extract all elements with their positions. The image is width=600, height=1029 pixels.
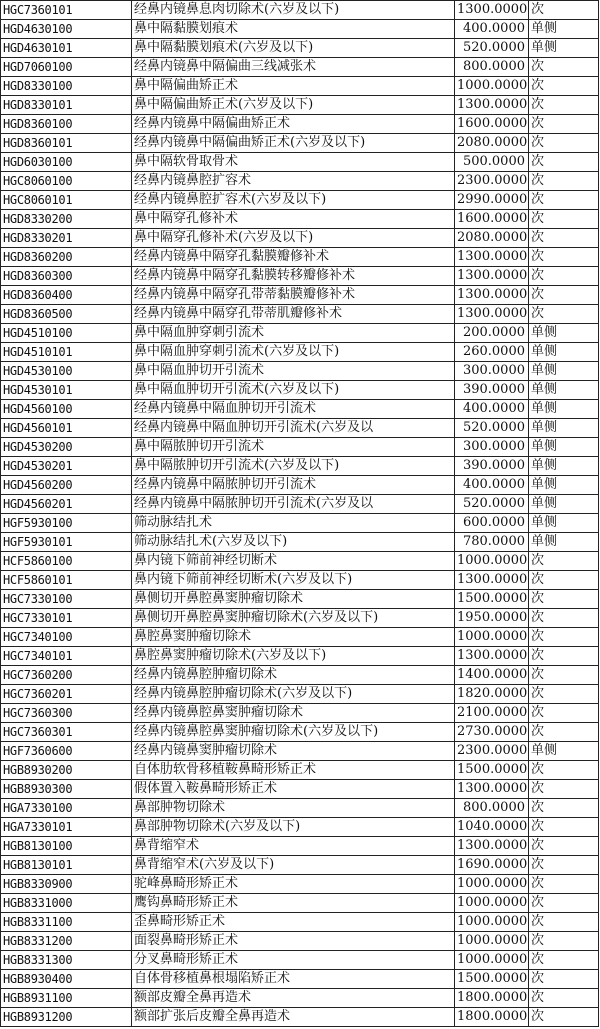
unit-cell: 次 xyxy=(529,989,599,1008)
unit-cell: 次 xyxy=(529,799,599,818)
price-cell: 1300.0000 xyxy=(455,248,529,267)
procedure-name-cell: 筛动脉结扎术(六岁及以下) xyxy=(132,533,455,552)
price-cell: 1800.0000 xyxy=(455,1008,529,1027)
price-cell: 1500.0000 xyxy=(455,761,529,780)
price-cell: 260.0000 xyxy=(455,343,529,362)
unit-cell: 次 xyxy=(529,647,599,666)
procedure-code-cell: HGD4510100 xyxy=(1,324,132,343)
procedure-name-cell: 经鼻内镜鼻腔鼻窦肿瘤切除术 xyxy=(132,704,455,723)
unit-cell: 次 xyxy=(529,970,599,989)
price-cell: 400.0000 xyxy=(455,400,529,419)
price-cell: 2990.0000 xyxy=(455,191,529,210)
table-row xyxy=(1,39,599,58)
procedure-code-cell: HGD8330100 xyxy=(1,77,132,96)
table-row xyxy=(1,457,599,476)
price-cell: 1300.0000 xyxy=(455,305,529,324)
procedure-code-cell: HCF5860100 xyxy=(1,552,132,571)
procedure-name-cell: 假体置入鞍鼻畸形矫正术 xyxy=(132,780,455,799)
price-cell: 1000.0000 xyxy=(455,628,529,647)
price-cell: 520.0000 xyxy=(455,495,529,514)
procedure-name-cell: 鼻中隔软骨取骨术 xyxy=(132,153,455,172)
table-row xyxy=(1,533,599,552)
table-row xyxy=(1,666,599,685)
unit-cell: 单侧 xyxy=(529,495,599,514)
price-cell: 1500.0000 xyxy=(455,970,529,989)
table-row xyxy=(1,191,599,210)
table-row xyxy=(1,818,599,837)
unit-cell: 次 xyxy=(529,305,599,324)
price-cell: 1300.0000 xyxy=(455,571,529,590)
price-cell: 600.0000 xyxy=(455,514,529,533)
procedure-name-cell: 面裂鼻畸形矫正术 xyxy=(132,932,455,951)
procedure-name-cell: 鼻中隔血肿穿刺引流术 xyxy=(132,324,455,343)
procedure-name-cell: 鹰钩鼻畸形矫正术 xyxy=(132,894,455,913)
table-row xyxy=(1,153,599,172)
procedure-code-cell: HGC7360200 xyxy=(1,666,132,685)
price-cell: 780.0000 xyxy=(455,533,529,552)
procedure-name-cell: 鼻部肿物切除术 xyxy=(132,799,455,818)
unit-cell: 单侧 xyxy=(529,20,599,39)
unit-cell: 次 xyxy=(529,96,599,115)
procedure-code-cell: HGC7340101 xyxy=(1,647,132,666)
table-row xyxy=(1,571,599,590)
procedure-code-cell: HGB8130101 xyxy=(1,856,132,875)
unit-cell: 次 xyxy=(529,229,599,248)
unit-cell: 次 xyxy=(529,780,599,799)
unit-cell: 次 xyxy=(529,571,599,590)
procedure-code-cell: HGD8360500 xyxy=(1,305,132,324)
price-cell: 1400.0000 xyxy=(455,666,529,685)
procedure-code-cell: HGB8130100 xyxy=(1,837,132,856)
table-row xyxy=(1,951,599,970)
price-cell: 1300.0000 xyxy=(455,780,529,799)
price-cell: 300.0000 xyxy=(455,438,529,457)
unit-cell: 次 xyxy=(529,685,599,704)
price-cell: 1300.0000 xyxy=(455,647,529,666)
price-cell: 2100.0000 xyxy=(455,704,529,723)
procedure-name-cell: 鼻背缩窄术(六岁及以下) xyxy=(132,856,455,875)
procedure-name-cell: 驼峰鼻畸形矫正术 xyxy=(132,875,455,894)
unit-cell: 单侧 xyxy=(529,438,599,457)
price-cell: 1300.0000 xyxy=(455,1,529,20)
procedure-name-cell: 歪鼻畸形矫正术 xyxy=(132,913,455,932)
table-row xyxy=(1,590,599,609)
procedure-name-cell: 鼻腔鼻窦肿瘤切除术 xyxy=(132,628,455,647)
procedure-name-cell: 鼻中隔黏膜划痕术(六岁及以下) xyxy=(132,39,455,58)
procedure-code-cell: HGB8930200 xyxy=(1,761,132,780)
table-row xyxy=(1,970,599,989)
price-cell: 2300.0000 xyxy=(455,172,529,191)
procedure-code-cell: HGC7340100 xyxy=(1,628,132,647)
procedure-name-cell: 经鼻内镜鼻中隔血肿切开引流术 xyxy=(132,400,455,419)
procedure-name-cell: 鼻腔鼻窦肿瘤切除术(六岁及以下) xyxy=(132,647,455,666)
price-cell: 1600.0000 xyxy=(455,210,529,229)
procedure-name-cell: 鼻中隔偏曲矫正术 xyxy=(132,77,455,96)
procedure-name-cell: 鼻部肿物切除术(六岁及以下) xyxy=(132,818,455,837)
unit-cell: 次 xyxy=(529,913,599,932)
table-row xyxy=(1,305,599,324)
unit-cell: 单侧 xyxy=(529,533,599,552)
unit-cell: 次 xyxy=(529,267,599,286)
unit-cell: 次 xyxy=(529,932,599,951)
table-row xyxy=(1,742,599,761)
procedure-name-cell: 经鼻内镜鼻中隔血肿切开引流术(六岁及以 xyxy=(132,419,455,438)
procedure-name-cell: 经鼻内镜鼻中隔穿孔带蒂黏膜瓣修补术 xyxy=(132,286,455,305)
price-cell: 800.0000 xyxy=(455,58,529,77)
procedure-code-cell: HGA7330100 xyxy=(1,799,132,818)
procedure-code-cell: HCF5860101 xyxy=(1,571,132,590)
table-row xyxy=(1,20,599,39)
unit-cell: 次 xyxy=(529,172,599,191)
procedure-name-cell: 筛动脉结扎术 xyxy=(132,514,455,533)
price-cell: 1820.0000 xyxy=(455,685,529,704)
procedure-code-cell: HGD4530101 xyxy=(1,381,132,400)
procedure-code-cell: HGD7060100 xyxy=(1,58,132,77)
price-cell: 1800.0000 xyxy=(455,989,529,1008)
procedure-name-cell: 经鼻内镜鼻中隔脓肿切开引流术 xyxy=(132,476,455,495)
procedure-code-cell: HGB8331300 xyxy=(1,951,132,970)
procedure-name-cell: 经鼻内镜鼻中隔穿孔黏膜瓣修补术 xyxy=(132,248,455,267)
unit-cell: 单侧 xyxy=(529,343,599,362)
price-cell: 1000.0000 xyxy=(455,77,529,96)
procedure-code-cell: HGB8931100 xyxy=(1,989,132,1008)
unit-cell: 次 xyxy=(529,153,599,172)
procedure-code-cell: HGB8931200 xyxy=(1,1008,132,1027)
unit-cell: 次 xyxy=(529,875,599,894)
procedure-code-cell: HGD6030100 xyxy=(1,153,132,172)
table-row xyxy=(1,514,599,533)
price-cell: 390.0000 xyxy=(455,457,529,476)
table-row xyxy=(1,476,599,495)
table-row xyxy=(1,134,599,153)
procedure-name-cell: 经鼻内镜鼻腔鼻窦肿瘤切除术(六岁及以下) xyxy=(132,723,455,742)
table-row xyxy=(1,96,599,115)
price-cell: 200.0000 xyxy=(455,324,529,343)
price-cell: 1300.0000 xyxy=(455,96,529,115)
procedure-code-cell: HGB8930400 xyxy=(1,970,132,989)
table-row xyxy=(1,438,599,457)
unit-cell: 次 xyxy=(529,837,599,856)
procedure-name-cell: 鼻中隔脓肿切开引流术(六岁及以下) xyxy=(132,457,455,476)
unit-cell: 次 xyxy=(529,286,599,305)
procedure-name-cell: 经鼻内镜鼻腔扩容术(六岁及以下) xyxy=(132,191,455,210)
unit-cell: 次 xyxy=(529,609,599,628)
procedure-code-cell: HGD4560201 xyxy=(1,495,132,514)
price-cell: 2080.0000 xyxy=(455,134,529,153)
unit-cell: 单侧 xyxy=(529,742,599,761)
procedure-name-cell: 分叉鼻畸形矫正术 xyxy=(132,951,455,970)
table-row xyxy=(1,248,599,267)
procedure-name-cell: 经鼻内镜鼻中隔穿孔带蒂肌瓣修补术 xyxy=(132,305,455,324)
price-cell: 2080.0000 xyxy=(455,229,529,248)
procedure-name-cell: 鼻中隔黏膜划痕术 xyxy=(132,20,455,39)
unit-cell: 单侧 xyxy=(529,476,599,495)
procedure-name-cell: 经鼻内镜鼻中隔偏曲矫正术 xyxy=(132,115,455,134)
price-cell: 1040.0000 xyxy=(455,818,529,837)
table-row xyxy=(1,932,599,951)
price-cell: 1300.0000 xyxy=(455,267,529,286)
price-cell: 1690.0000 xyxy=(455,856,529,875)
procedure-name-cell: 自体骨移植鼻根塌陷矫正术 xyxy=(132,970,455,989)
unit-cell: 次 xyxy=(529,210,599,229)
unit-cell: 次 xyxy=(529,856,599,875)
unit-cell: 次 xyxy=(529,723,599,742)
procedure-code-cell: HGF5930100 xyxy=(1,514,132,533)
price-cell: 520.0000 xyxy=(455,419,529,438)
table-row xyxy=(1,419,599,438)
procedure-code-cell: HGC7360201 xyxy=(1,685,132,704)
table-row xyxy=(1,210,599,229)
procedure-code-cell: HGD8330200 xyxy=(1,210,132,229)
procedure-name-cell: 鼻中隔穿孔修补术 xyxy=(132,210,455,229)
procedure-code-cell: HGC7330100 xyxy=(1,590,132,609)
table-row xyxy=(1,58,599,77)
procedure-code-cell: HGD8330101 xyxy=(1,96,132,115)
unit-cell: 次 xyxy=(529,761,599,780)
unit-cell: 单侧 xyxy=(529,362,599,381)
unit-cell: 次 xyxy=(529,1,599,20)
procedure-name-cell: 经鼻内镜鼻中隔脓肿切开引流术(六岁及以 xyxy=(132,495,455,514)
procedure-code-cell: HGB8330900 xyxy=(1,875,132,894)
unit-cell: 次 xyxy=(529,628,599,647)
procedure-name-cell: 经鼻内镜鼻中隔穿孔黏膜转移瓣修补术 xyxy=(132,267,455,286)
procedure-name-cell: 经鼻内镜鼻腔肿瘤切除术(六岁及以下) xyxy=(132,685,455,704)
table-row xyxy=(1,723,599,742)
price-cell: 1300.0000 xyxy=(455,286,529,305)
table-row xyxy=(1,628,599,647)
price-cell: 1000.0000 xyxy=(455,875,529,894)
table-row xyxy=(1,837,599,856)
procedure-code-cell: HGC7360101 xyxy=(1,1,132,20)
procedure-code-cell: HGD4560100 xyxy=(1,400,132,419)
table-row xyxy=(1,761,599,780)
price-cell: 1000.0000 xyxy=(455,894,529,913)
table-row xyxy=(1,989,599,1008)
unit-cell: 次 xyxy=(529,894,599,913)
procedure-code-cell: HGB8331100 xyxy=(1,913,132,932)
table-row xyxy=(1,685,599,704)
procedure-name-cell: 鼻背缩窄术 xyxy=(132,837,455,856)
table-row xyxy=(1,324,599,343)
procedure-code-cell: HGD8360100 xyxy=(1,115,132,134)
procedure-name-cell: 额部皮瓣全鼻再造术 xyxy=(132,989,455,1008)
procedure-name-cell: 经鼻内镜鼻中隔偏曲三线减张术 xyxy=(132,58,455,77)
table-row xyxy=(1,115,599,134)
price-cell: 1950.0000 xyxy=(455,609,529,628)
procedure-name-cell: 经鼻内镜鼻腔扩容术 xyxy=(132,172,455,191)
table-row xyxy=(1,799,599,818)
unit-cell: 单侧 xyxy=(529,419,599,438)
procedure-code-cell: HGC7360301 xyxy=(1,723,132,742)
table-row xyxy=(1,267,599,286)
procedure-code-cell: HGD4510101 xyxy=(1,343,132,362)
unit-cell: 单侧 xyxy=(529,381,599,400)
procedure-code-cell: HGD4530201 xyxy=(1,457,132,476)
price-cell: 1600.0000 xyxy=(455,115,529,134)
price-cell: 390.0000 xyxy=(455,381,529,400)
procedure-name-cell: 自体肋软骨移植鞍鼻畸形矫正术 xyxy=(132,761,455,780)
procedure-code-cell: HGC7330101 xyxy=(1,609,132,628)
table-row xyxy=(1,1,599,20)
unit-cell: 次 xyxy=(529,818,599,837)
unit-cell: 次 xyxy=(529,191,599,210)
unit-cell: 次 xyxy=(529,666,599,685)
procedure-code-cell: HGA7330101 xyxy=(1,818,132,837)
procedure-name-cell: 鼻侧切开鼻腔鼻窦肿瘤切除术 xyxy=(132,590,455,609)
table-row xyxy=(1,286,599,305)
unit-cell: 次 xyxy=(529,115,599,134)
procedure-code-cell: HGB8930300 xyxy=(1,780,132,799)
procedure-code-cell: HGD4630100 xyxy=(1,20,132,39)
price-table-body xyxy=(1,1,599,1027)
table-row xyxy=(1,1008,599,1027)
unit-cell: 次 xyxy=(529,590,599,609)
table-row xyxy=(1,552,599,571)
price-cell: 1300.0000 xyxy=(455,837,529,856)
table-row xyxy=(1,875,599,894)
price-cell: 1000.0000 xyxy=(455,913,529,932)
table-row xyxy=(1,780,599,799)
procedure-name-cell: 额部扩张后皮瓣全鼻再造术 xyxy=(132,1008,455,1027)
unit-cell: 次 xyxy=(529,704,599,723)
procedure-name-cell: 经鼻内镜鼻中隔偏曲矫正术(六岁及以下) xyxy=(132,134,455,153)
procedure-name-cell: 鼻内镜下筛前神经切断术 xyxy=(132,552,455,571)
unit-cell: 次 xyxy=(529,134,599,153)
table-row xyxy=(1,894,599,913)
price-cell: 2730.0000 xyxy=(455,723,529,742)
procedure-code-cell: HGD4560200 xyxy=(1,476,132,495)
procedure-name-cell: 鼻中隔血肿穿刺引流术(六岁及以下) xyxy=(132,343,455,362)
procedure-name-cell: 鼻中隔血肿切开引流术(六岁及以下) xyxy=(132,381,455,400)
procedure-name-cell: 鼻中隔血肿切开引流术 xyxy=(132,362,455,381)
procedure-code-cell: HGC7360300 xyxy=(1,704,132,723)
price-cell: 1000.0000 xyxy=(455,932,529,951)
unit-cell: 单侧 xyxy=(529,39,599,58)
price-cell: 500.0000 xyxy=(455,153,529,172)
unit-cell: 次 xyxy=(529,77,599,96)
price-cell: 1000.0000 xyxy=(455,552,529,571)
procedure-code-cell: HGD8360300 xyxy=(1,267,132,286)
unit-cell: 单侧 xyxy=(529,457,599,476)
procedure-code-cell: HGF5930101 xyxy=(1,533,132,552)
unit-cell: 单侧 xyxy=(529,324,599,343)
procedure-code-cell: HGD8330201 xyxy=(1,229,132,248)
table-row xyxy=(1,381,599,400)
price-cell: 1500.0000 xyxy=(455,590,529,609)
price-cell: 1000.0000 xyxy=(455,951,529,970)
table-row xyxy=(1,609,599,628)
table-row xyxy=(1,400,599,419)
price-cell: 300.0000 xyxy=(455,362,529,381)
price-cell: 400.0000 xyxy=(455,20,529,39)
price-cell: 520.0000 xyxy=(455,39,529,58)
procedure-code-cell: HGD4560101 xyxy=(1,419,132,438)
table-row xyxy=(1,343,599,362)
procedure-code-cell: HGD4530100 xyxy=(1,362,132,381)
price-cell: 2300.0000 xyxy=(455,742,529,761)
unit-cell: 次 xyxy=(529,552,599,571)
procedure-name-cell: 经鼻内镜鼻腔肿瘤切除术 xyxy=(132,666,455,685)
table-row xyxy=(1,172,599,191)
unit-cell: 次 xyxy=(529,1008,599,1027)
procedure-code-cell: HGD4630101 xyxy=(1,39,132,58)
procedure-name-cell: 鼻内镜下筛前神经切断术(六岁及以下) xyxy=(132,571,455,590)
table-row xyxy=(1,77,599,96)
table-row xyxy=(1,495,599,514)
procedure-name-cell: 经鼻内镜鼻息肉切除术(六岁及以下) xyxy=(132,1,455,20)
procedure-code-cell: HGD8360101 xyxy=(1,134,132,153)
unit-cell: 次 xyxy=(529,951,599,970)
procedure-code-cell: HGF7360600 xyxy=(1,742,132,761)
table-row xyxy=(1,647,599,666)
procedure-name-cell: 经鼻内镜鼻窦肿瘤切除术 xyxy=(132,742,455,761)
table-row xyxy=(1,704,599,723)
procedure-name-cell: 鼻中隔穿孔修补术(六岁及以下) xyxy=(132,229,455,248)
procedure-code-cell: HGD8360400 xyxy=(1,286,132,305)
procedure-code-cell: HGB8331000 xyxy=(1,894,132,913)
procedure-name-cell: 鼻侧切开鼻腔鼻窦肿瘤切除术(六岁及以下) xyxy=(132,609,455,628)
procedure-name-cell: 鼻中隔脓肿切开引流术 xyxy=(132,438,455,457)
table-row xyxy=(1,229,599,248)
procedure-code-cell: HGD4530200 xyxy=(1,438,132,457)
unit-cell: 单侧 xyxy=(529,514,599,533)
table-row xyxy=(1,362,599,381)
table-row xyxy=(1,913,599,932)
procedure-code-cell: HGD8360200 xyxy=(1,248,132,267)
procedure-name-cell: 鼻中隔偏曲矫正术(六岁及以下) xyxy=(132,96,455,115)
price-cell: 800.0000 xyxy=(455,799,529,818)
price-cell: 400.0000 xyxy=(455,476,529,495)
unit-cell: 单侧 xyxy=(529,400,599,419)
unit-cell: 次 xyxy=(529,248,599,267)
procedure-code-cell: HGC8060100 xyxy=(1,172,132,191)
procedure-code-cell: HGB8331200 xyxy=(1,932,132,951)
procedure-code-cell: HGC8060101 xyxy=(1,191,132,210)
table-row xyxy=(1,856,599,875)
unit-cell: 次 xyxy=(529,58,599,77)
